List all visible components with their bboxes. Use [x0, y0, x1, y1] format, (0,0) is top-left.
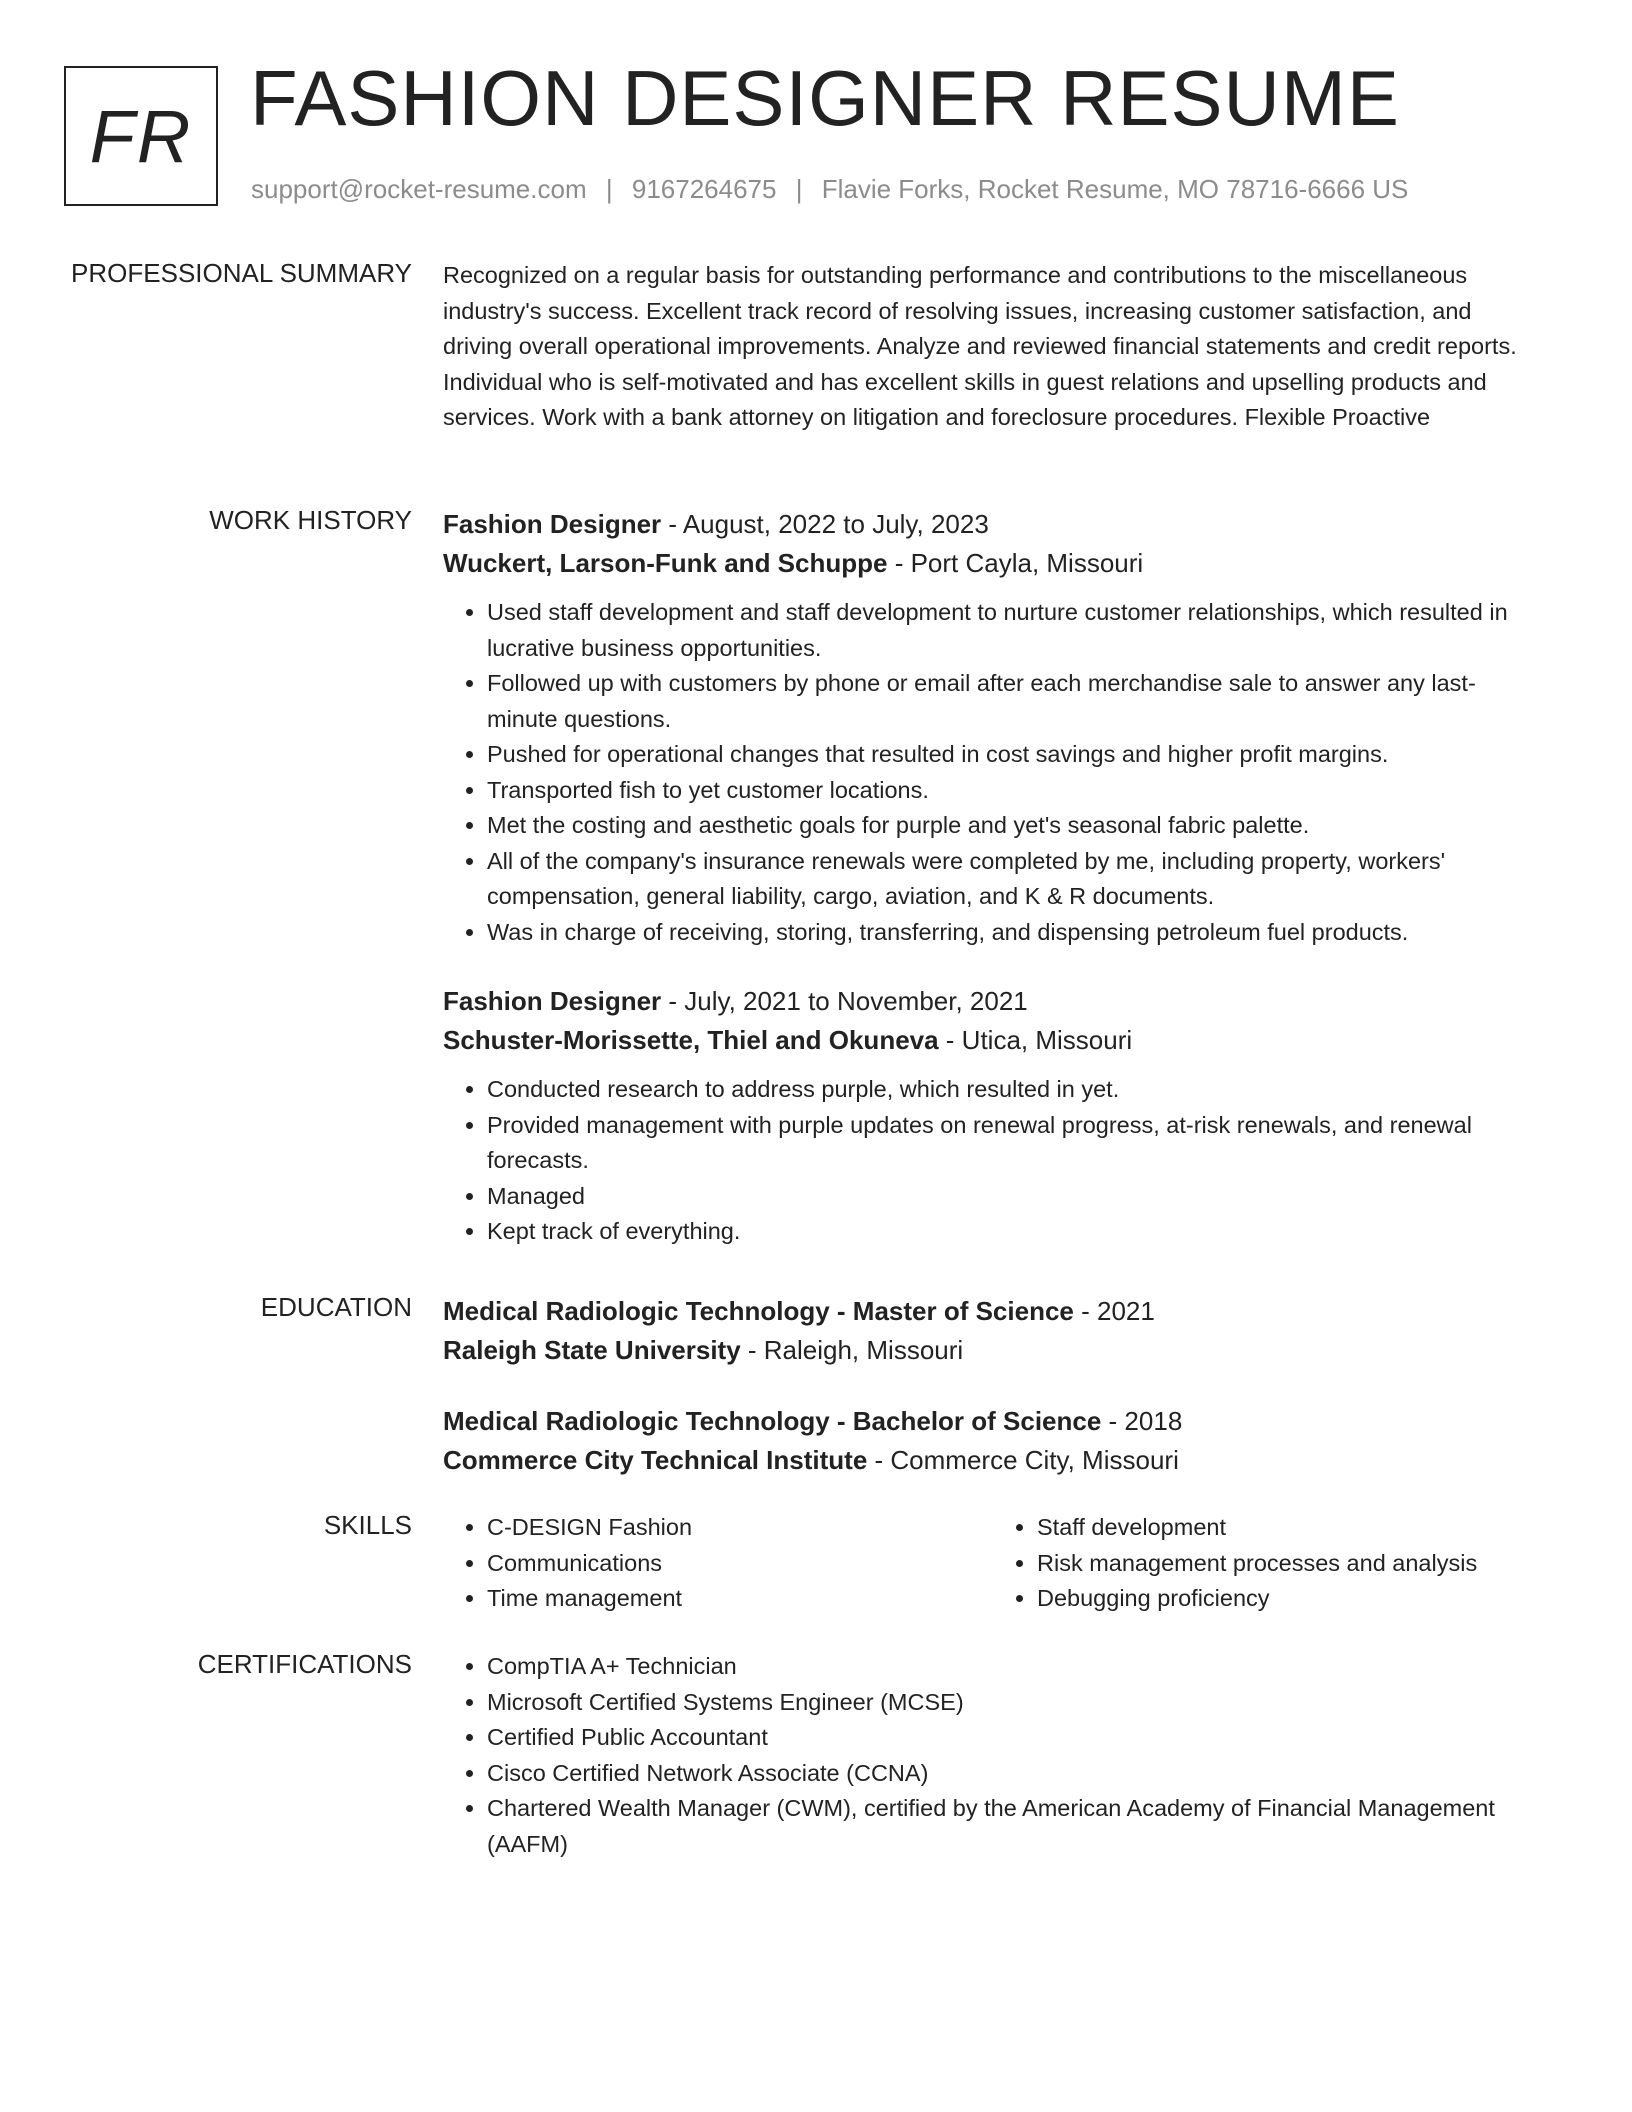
school-line — [443, 1441, 1543, 1480]
contact-email[interactable]: support@rocket-resume.com — [251, 174, 587, 204]
section-label-skills: SKILLS — [323, 1510, 412, 1540]
contact-address: Flavie Forks, Rocket Resume, MO 78716-6666 US — [821, 174, 1409, 204]
skill-item: • C-DESIGN Fashion — [487, 1510, 993, 1546]
skill-item: • Communications — [487, 1546, 993, 1582]
degree-year: - 2021 — [1073, 1296, 1155, 1326]
education-entry — [443, 1402, 1543, 1480]
monogram-badge — [64, 66, 218, 206]
degree-line — [443, 1292, 1543, 1331]
degree-line — [443, 1402, 1543, 1441]
certification-item: • Cisco Certified Network Associate (CCNA) — [487, 1756, 1543, 1792]
school-line — [443, 1331, 1543, 1370]
resume-title: FASHION DESIGNER RESUME — [250, 54, 1400, 142]
job-bullet: • Conducted research to address purple, which resulted in yet. — [487, 1072, 1543, 1108]
education-content — [443, 1292, 1543, 1480]
section-label-certifications: CERTIFICATIONS — [197, 1649, 412, 1679]
job-bullets — [443, 595, 1543, 950]
skills-grid — [443, 1510, 1543, 1617]
skills-column-right — [993, 1510, 1543, 1617]
school-name: Raleigh State University — [443, 1335, 741, 1365]
section-label-summary: PROFESSIONAL SUMMARY — [71, 258, 412, 288]
school-location: - Raleigh, Missouri — [740, 1335, 964, 1365]
job-bullet: • Was in charge of receiving, storing, transferring, and dispensing petroleum fuel products. — [487, 915, 1543, 951]
job-title: Fashion Designer — [443, 509, 662, 539]
skills-content — [443, 1510, 1543, 1617]
job-title: Fashion Designer — [443, 986, 662, 1016]
school-location: - Commerce City, Missouri — [867, 1445, 1179, 1475]
school-name: Commerce City Technical Institute — [443, 1445, 868, 1475]
job-bullets — [443, 1072, 1543, 1250]
skill-item: • Risk management processes and analysis — [1037, 1546, 1543, 1582]
contact-phone[interactable]: 9167264675 — [631, 174, 777, 204]
summary-content — [443, 258, 1543, 436]
initials: FR — [89, 94, 193, 178]
certification-item: • CompTIA A+ Technician — [487, 1649, 1543, 1685]
job-company-line — [443, 544, 1543, 583]
job-bullet: • Followed up with customers by phone or email after each merchandise sale to answer any last-minute questions. — [487, 666, 1543, 737]
skill-item: • Time management — [487, 1581, 993, 1617]
contact-separator: | — [795, 174, 803, 204]
job-entry — [443, 982, 1543, 1250]
degree-name: Medical Radiologic Technology - Master of Science — [443, 1296, 1074, 1326]
education-entry — [443, 1292, 1543, 1370]
skills-column-left — [443, 1510, 993, 1617]
work-history-content — [443, 505, 1543, 1250]
job-company-line — [443, 1021, 1543, 1060]
job-bullet: • Transported fish to yet customer locations. — [487, 773, 1543, 809]
job-bullet: • Managed — [487, 1179, 1543, 1215]
job-dates: - July, 2021 to November, 2021 — [661, 986, 1028, 1016]
job-dates: - August, 2022 to July, 2023 — [661, 509, 989, 539]
job-bullet: • All of the company's insurance renewals were completed by me, including property, workers' compensation, general liability, cargo, aviation, and K & R documents. — [487, 844, 1543, 915]
certification-item: • Chartered Wealth Manager (CWM), certified by the American Academy of Financial Management (AAFM) — [487, 1791, 1543, 1862]
skill-item: • Staff development — [1037, 1510, 1543, 1546]
certification-item: • Microsoft Certified Systems Engineer (MCSE) — [487, 1685, 1543, 1721]
job-title-line — [443, 982, 1543, 1021]
job-company: Wuckert, Larson-Funk and Schuppe — [443, 548, 888, 578]
contact-separator: | — [605, 174, 613, 204]
certifications-content — [443, 1649, 1543, 1862]
job-bullet: • Met the costing and aesthetic goals for purple and yet's seasonal fabric palette. — [487, 808, 1543, 844]
summary-text: Recognized on a regular basis for outstanding performance and contributions to the miscellaneous industry's success. Excellent track record of resolving issues, increasing customer satisfaction, and driving overall operational improvements. Analyze and reviewed financial statements and credit reports. Individual who is self-motivated and has excellent skills in guest relations and upselling products and services. Work with a bank attorney on litigation and foreclosure procedures. Flexible Proactive — [443, 262, 1517, 430]
job-bullet: • Pushed for operational changes that resulted in cost savings and higher profit margins. — [487, 737, 1543, 773]
degree-year: - 2018 — [1101, 1406, 1183, 1436]
certification-list — [443, 1649, 1543, 1862]
certification-item: • Certified Public Accountant — [487, 1720, 1543, 1756]
job-location: - Utica, Missouri — [938, 1025, 1133, 1055]
job-bullet: • Used staff development and staff development to nurture customer relationships, which resulted in lucrative business opportunities. — [487, 595, 1543, 666]
skill-item: • Debugging proficiency — [1037, 1581, 1543, 1617]
job-title-line — [443, 505, 1543, 544]
contact-line — [251, 174, 1408, 205]
section-label-education: EDUCATION — [260, 1292, 412, 1322]
job-company: Schuster-Morissette, Thiel and Okuneva — [443, 1025, 939, 1055]
job-location: - Port Cayla, Missouri — [887, 548, 1144, 578]
job-entry — [443, 505, 1543, 950]
degree-name: Medical Radiologic Technology - Bachelor of Science — [443, 1406, 1102, 1436]
job-bullet: • Provided management with purple updates on renewal progress, at-risk renewals, and renewal forecasts. — [487, 1108, 1543, 1179]
job-bullet: • Kept track of everything. — [487, 1214, 1543, 1250]
section-label-work-history: WORK HISTORY — [209, 505, 412, 535]
